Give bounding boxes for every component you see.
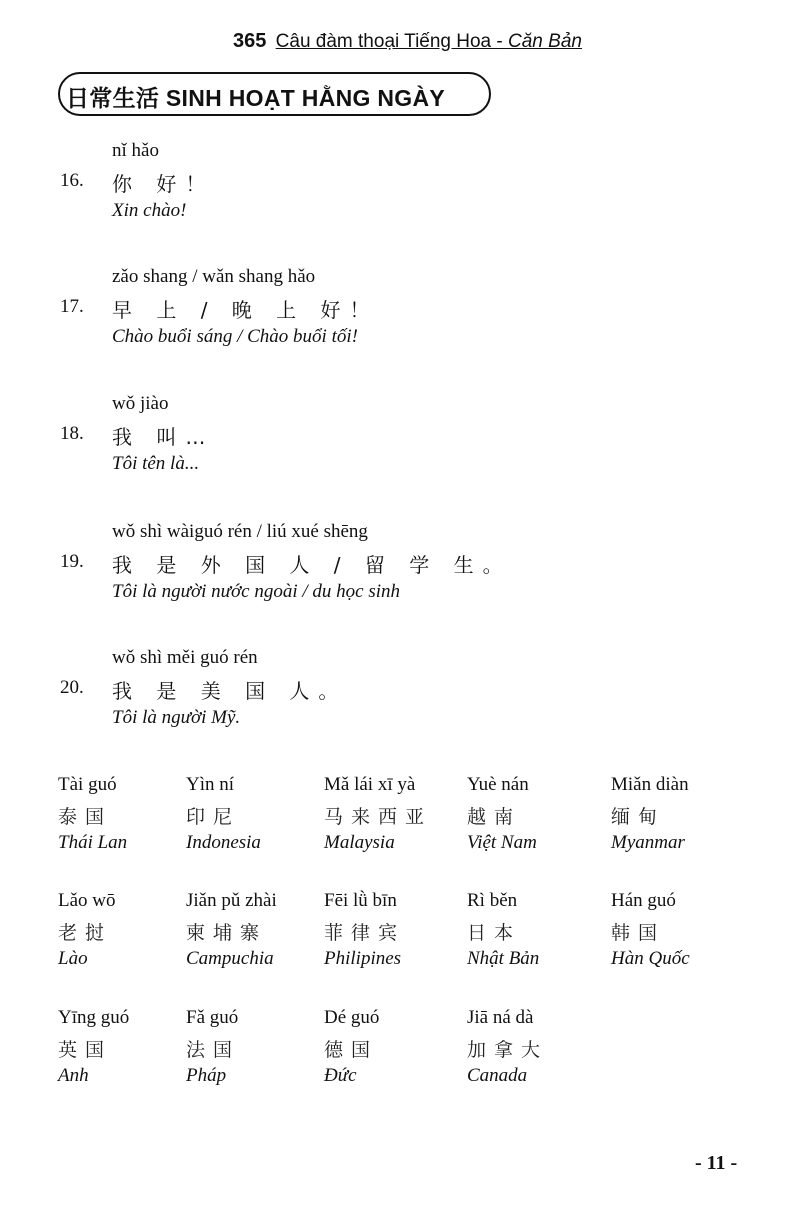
- hanzi: 印尼: [186, 806, 241, 828]
- pinyin: Hán guó: [611, 890, 676, 911]
- entry-number: 20.: [60, 677, 84, 698]
- vietnamese-translation: Xin chào!: [112, 200, 187, 221]
- hanzi: 法国: [186, 1039, 241, 1061]
- pinyin: Rì běn: [467, 890, 518, 911]
- hanzi: 你 好！: [112, 172, 215, 196]
- pinyin: wǒ shì wàiguó rén / liú xué shēng: [112, 521, 368, 542]
- vietnamese-translation: Myanmar: [611, 832, 685, 853]
- pinyin: wǒ shì měi guó rén: [112, 647, 258, 668]
- vietnamese-translation: Tôi tên là...: [112, 453, 200, 474]
- vietnamese-translation: Canada: [467, 1065, 528, 1086]
- pinyin: Fǎ guó: [186, 1007, 239, 1028]
- book-title: Câu đàm thoại Tiếng Hoa - Căn Bản: [275, 31, 582, 52]
- hanzi: 日本: [467, 922, 522, 944]
- pinyin: Yuè nán: [467, 774, 529, 795]
- vietnamese-translation: Malaysia: [324, 832, 395, 853]
- hanzi: 马来西亚: [324, 806, 433, 828]
- hanzi: 柬埔寨: [186, 922, 268, 944]
- hanzi: 越南: [467, 806, 522, 828]
- vietnamese-translation: Đức: [324, 1065, 357, 1086]
- hanzi: 菲律宾: [324, 922, 406, 944]
- pinyin: Yīng guó: [58, 1007, 130, 1028]
- book-subtitle: Căn Bản: [508, 31, 582, 52]
- book-number: 365: [233, 30, 267, 52]
- vietnamese-translation: Pháp: [186, 1065, 227, 1086]
- running-head: [233, 30, 582, 53]
- vietnamese-translation: Chào buổi sáng / Chào buổi tối!: [112, 326, 358, 347]
- vietnamese-translation: Lào: [58, 948, 88, 969]
- vietnamese-translation: Hàn Quốc: [611, 948, 690, 969]
- vietnamese-translation: Thái Lan: [58, 832, 128, 853]
- hanzi: 德国: [324, 1039, 379, 1061]
- vietnamese-translation: Anh: [58, 1065, 89, 1086]
- vietnamese-translation: Campuchia: [186, 948, 274, 969]
- hanzi: 英国: [58, 1039, 113, 1061]
- pinyin: zǎo shang / wǎn shang hǎo: [112, 266, 316, 287]
- pinyin: Dé guó: [324, 1007, 380, 1028]
- hanzi: 早 上 / 晚 上 好！: [112, 298, 379, 322]
- vietnamese-translation: Tôi là người nước ngoài / du học sinh: [112, 581, 401, 602]
- pinyin: Jiā ná dà: [467, 1007, 534, 1028]
- pinyin: Mǎ lái xī yà: [324, 774, 416, 795]
- hanzi: 泰国: [58, 806, 113, 828]
- vietnamese-translation: Philipines: [324, 948, 402, 969]
- entry-number: 16.: [60, 170, 84, 191]
- entry-number: 18.: [60, 423, 84, 444]
- hanzi: 缅甸: [611, 806, 666, 828]
- pinyin: Miǎn diàn: [611, 774, 689, 795]
- hanzi: 韩国: [611, 922, 666, 944]
- pinyin: Jiǎn pǔ zhài: [186, 890, 277, 911]
- vietnamese-translation: Nhật Bản: [467, 948, 540, 969]
- hanzi: 我 是 美 国 人。: [112, 679, 348, 703]
- vietnamese-translation: Tôi là người Mỹ.: [112, 707, 241, 728]
- pinyin: Tài guó: [58, 774, 117, 795]
- section-title: 日常生活 SINH HOẠT HẰNG NGÀY: [66, 85, 446, 111]
- entry-number: 19.: [60, 551, 84, 572]
- hanzi: 老挝: [58, 922, 113, 944]
- entry-number: 17.: [60, 296, 84, 317]
- hanzi: 加拿大: [467, 1039, 549, 1061]
- pinyin: Lǎo wō: [58, 890, 116, 911]
- hanzi: 我 是 外 国 人 / 留 学 生。: [112, 553, 512, 577]
- pinyin: Fēi lǜ bīn: [324, 890, 397, 911]
- hanzi: 我 叫…: [112, 425, 215, 449]
- pinyin: wǒ jiào: [112, 393, 169, 414]
- pinyin: Yìn ní: [186, 774, 235, 795]
- pinyin: nǐ hǎo: [112, 140, 159, 161]
- page-number: - 11 -: [695, 1152, 738, 1174]
- vietnamese-translation: Việt Nam: [467, 832, 537, 853]
- vietnamese-translation: Indonesia: [186, 832, 261, 853]
